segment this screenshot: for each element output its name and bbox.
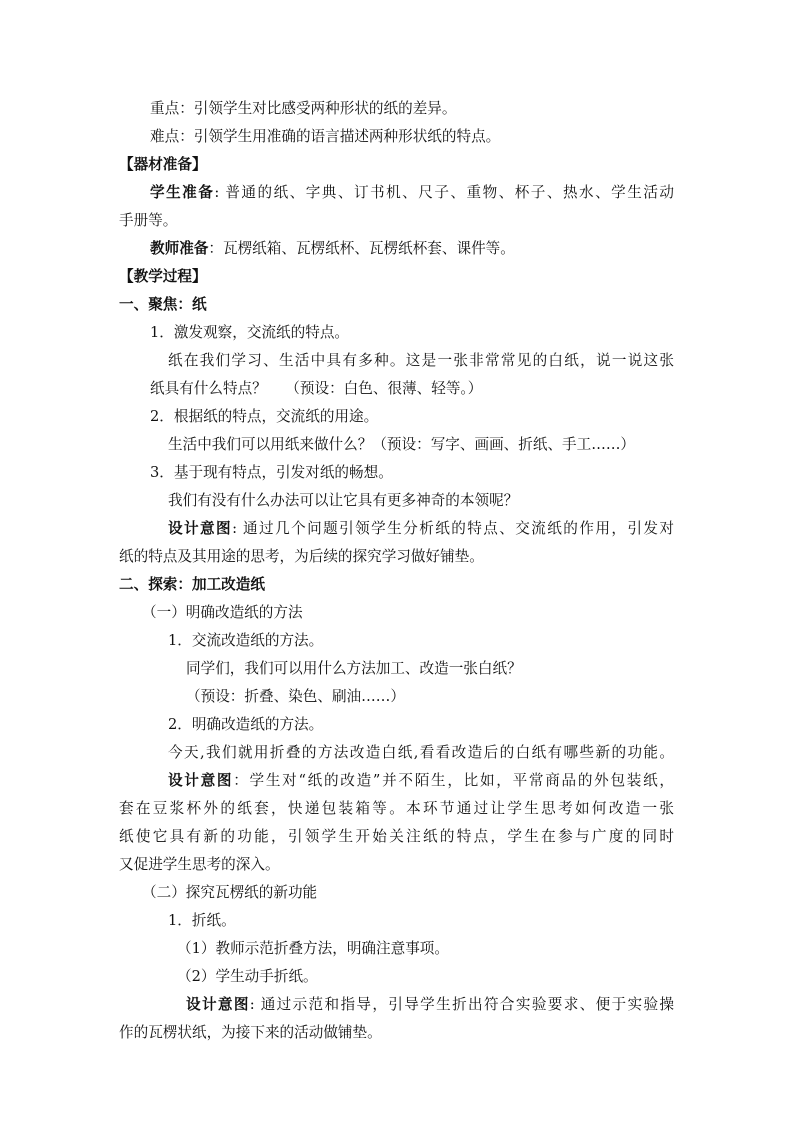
difficult-point-text: 引领学生用准确的语言描述两种形状纸的特点。 (193, 128, 501, 145)
design-intent-3-text: : 通过示范和指导，引导学生折出符合实验要求、便于实验操 (249, 996, 674, 1013)
design-intent-1-cont: 纸的特点及其用途的思考，为后续的探究学习做好铺垫。 (119, 548, 484, 565)
s1-item2: 2．根据纸的特点，交流纸的用途。 (150, 408, 379, 425)
difficult-point-label: 难点： (150, 128, 194, 145)
sub1-item2-paragraph: 今天,我们就用折叠的方法改造白纸,看看改造后的白纸有哪些新的功能。 (168, 744, 674, 761)
teacher-prep-text: ：瓦楞纸箱、瓦楞纸杯、瓦楞纸杯套、课件等。 (208, 240, 515, 257)
sub2-item1-step2: （2）学生动手折纸。 (177, 968, 318, 985)
design-intent-2-line4: 又促进学生思考的深入。 (119, 856, 280, 873)
s1-item1: 1．激发观察，交流纸的特点。 (150, 324, 350, 341)
design-intent-2-text: ：学生对“纸的改造”并不陌生，比如，平常商品的外包装纸， (233, 772, 674, 789)
student-prep-text: : 普通的纸、字典、订书机、尺子、重物、杯子、热水、学生活动 (214, 184, 674, 201)
section2-title: 二、探索：加工改造纸 (119, 576, 265, 593)
key-point-text: 引领学生对比感受两种形状的纸的差异。 (193, 100, 457, 117)
design-intent-1-label: 设计意图 (168, 520, 233, 537)
design-intent-1-text: : 通过几个问题引领学生分析纸的特点、交流纸的作用，引发对 (232, 520, 674, 537)
student-prep-line (150, 183, 674, 203)
design-intent-1 (168, 519, 674, 539)
sub2-title: （二）探究瓦楞纸的新功能 (142, 884, 318, 901)
design-intent-2-line2: 套在豆浆杯外的纸套，快递包装箱等。本环节通过让学生思考如何改造一张 (119, 800, 674, 817)
design-intent-2-line3: 纸使它具有新的功能，引领学生开始关注纸的特点，学生在参与广度的同时 (119, 828, 674, 845)
sub1-item1: 1．交流改造纸的方法。 (168, 632, 324, 649)
key-point-label: 重点： (150, 100, 194, 117)
section1-title: 一、聚焦：纸 (119, 296, 207, 313)
s1-item3: 3．基于现有特点，引发对纸的畅想。 (150, 464, 393, 481)
sub1-title: （一）明确改造纸的方法 (142, 604, 303, 621)
teacher-prep-label: 教师准备 (150, 240, 209, 257)
student-prep-label: 学生准备 (150, 184, 215, 201)
sub2-item1: 1．折纸。 (168, 912, 236, 929)
design-intent-3-label: 设计意图 (186, 996, 250, 1013)
sub1-item1-preset: （预设：折叠、染色、刷油……） (186, 688, 405, 705)
sub1-item2: 2．明确改造纸的方法。 (168, 716, 324, 733)
key-point-line (150, 99, 457, 119)
s1-item1-paragraph-cont: 纸具有什么特点？ （预设：白色、很薄、轻等。） (150, 380, 483, 397)
design-intent-3-cont: 作的瓦楞状纸，为接下来的活动做铺垫。 (119, 1024, 382, 1041)
process-heading: 【教学过程】 (119, 268, 207, 285)
student-prep-continued: 手册等。 (119, 212, 178, 229)
sub1-item1-question: 同学们，我们可以用什么方法加工、改造一张白纸？ (186, 660, 522, 677)
difficult-point-line (150, 127, 500, 147)
design-intent-2 (168, 771, 674, 791)
s1-item3-paragraph: 我们有没有什么办法可以让它具有更多神奇的本领呢？ (168, 492, 519, 509)
materials-heading: 【器材准备】 (119, 156, 207, 173)
s1-item2-paragraph: 生活中我们可以用纸来做什么？（预设：写字、画画、折纸、手工……） (168, 436, 636, 453)
design-intent-2-label: 设计意图 (168, 772, 234, 789)
s1-item1-paragraph: 纸在我们学习、生活中具有多种。这是一张非常常见的白纸，说一说这张 (168, 352, 674, 369)
sub2-item1-step1: （1）教师示范折叠方法，明确注意事项。 (177, 940, 449, 957)
design-intent-3 (186, 995, 674, 1015)
teacher-prep-line (150, 239, 515, 259)
